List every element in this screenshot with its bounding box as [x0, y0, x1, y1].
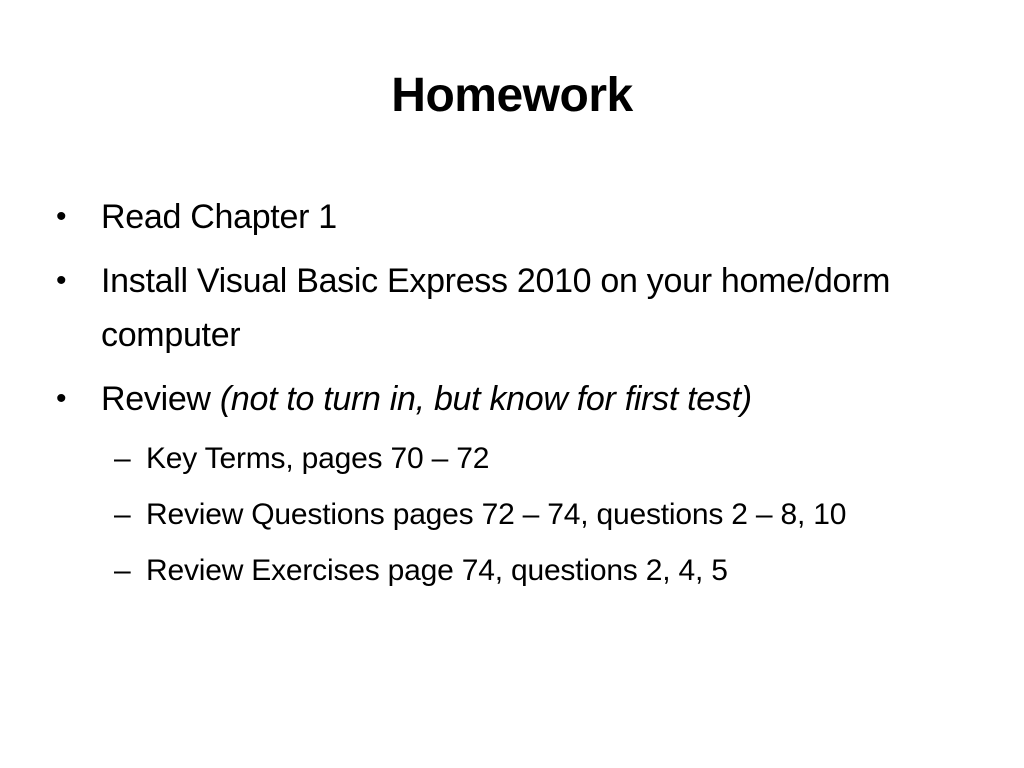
sub-bullet-item [56, 492, 956, 538]
bullet-icon: • [56, 382, 67, 415]
bullet-item [56, 372, 956, 426]
sub-bullet-text: Review Exercises page 74, questions 2, 4, 5 [146, 554, 728, 587]
sub-bullet-text: Review Questions pages 72 – 74, questions 2 – 8, 10 [146, 498, 847, 531]
sub-bullet-item [56, 436, 956, 482]
dash-icon: – [114, 554, 131, 587]
dash-icon: – [114, 442, 131, 475]
sub-bullet-item [56, 548, 956, 594]
bullet-list [56, 190, 956, 604]
dash-icon: – [114, 498, 131, 531]
bullet-icon: • [56, 200, 67, 233]
bullet-emphasis: (not to turn in, but know for first test) [219, 380, 752, 418]
bullet-icon: • [56, 264, 67, 297]
bullet-item [56, 254, 956, 362]
bullet-text: Review [101, 380, 220, 418]
slide-title: Homework [391, 69, 633, 122]
bullet-text: Read Chapter 1 [101, 198, 337, 236]
sub-bullet-text: Key Terms, pages 70 – 72 [146, 442, 490, 475]
bullet-item [56, 190, 956, 244]
bullet-text: Install Visual Basic Express 2010 on your home/dorm computer [101, 262, 891, 354]
